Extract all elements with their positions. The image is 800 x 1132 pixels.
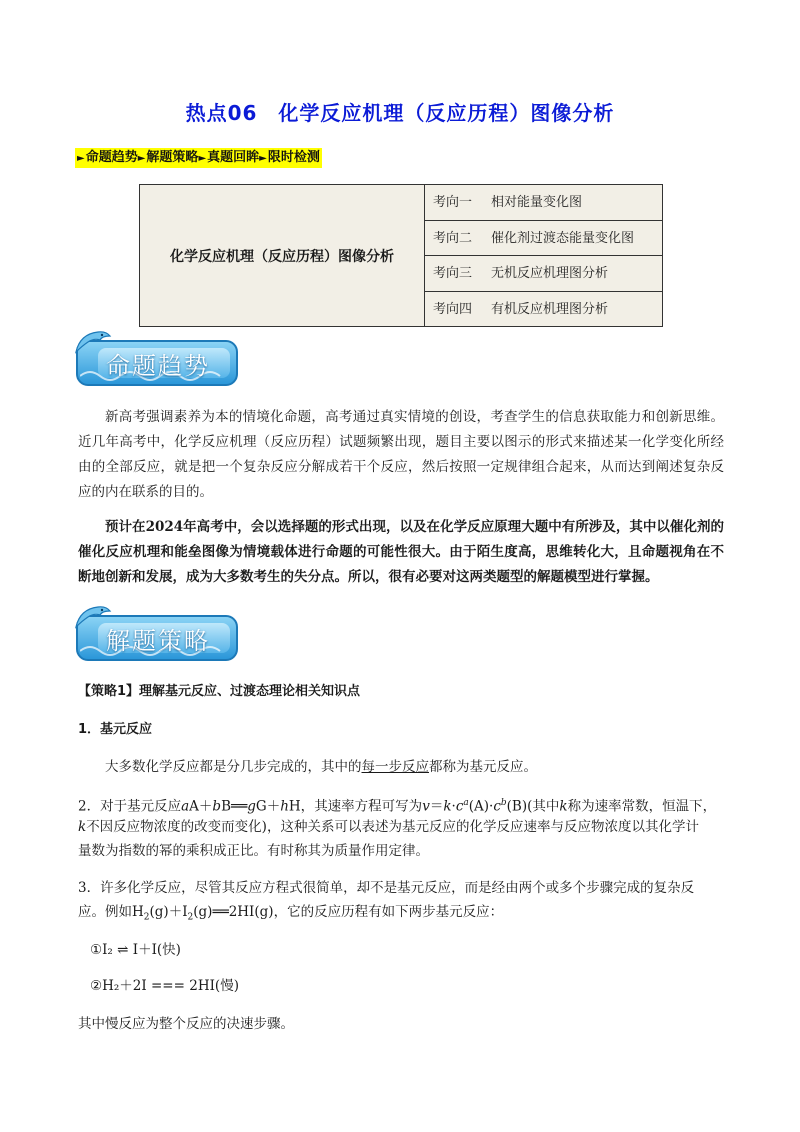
topic-tag: 考向三 xyxy=(433,266,473,281)
conclusion: 其中慢反应为整个反应的决速步骤。 xyxy=(78,1016,294,1032)
page-title: 热点06 化学反应机理（反应历程）图像分析 xyxy=(185,101,615,125)
strategy-tag: 【策略1】 xyxy=(78,684,140,699)
text: 不因反应物浓度的改变而变化)，这种关系可以表述为基元反应的化学反应速率与反应物浓度以其化学计 xyxy=(86,819,699,835)
topic-text: 无机反应机理图分析 xyxy=(491,266,609,281)
complex-reaction-line2: 应。例如$H_2(g)+I_2(g)══2HI(g)$，它的反应历程有如下两步基元反应： xyxy=(78,904,504,923)
underlined-text: 每一步反应 xyxy=(361,759,429,775)
arrow-icon: ► xyxy=(137,153,146,164)
nav-item-strategy[interactable]: 解题策略 xyxy=(146,150,199,165)
nav-item-trend[interactable]: 命题趋势 xyxy=(85,150,138,165)
arrow-icon: ► xyxy=(259,153,267,164)
topic-text: 有机反应机理图分析 xyxy=(491,301,609,317)
strategy-heading-text: 理解基元反应、过渡态理论相关知识点 xyxy=(139,684,361,699)
topic-row xyxy=(425,256,662,292)
text: 2．对于基元反应 xyxy=(78,798,182,815)
text: 大多数化学反应都是分几步完成的，其中的 xyxy=(105,759,362,775)
complex-reaction-line1: 3．许多化学反应，尽管其反应方程式很简单，却不是基元反应，而是经由两个或多个步骤完成的复杂反 xyxy=(78,880,695,896)
trend-prediction: 预计在2024年高考中，会以选择题的形式出现，以及在化学反应原理大题中有所涉及，其中以催化剂的催化反应机理和能垒图像为情境载体进行命题的可能性很大。由于陌生度高，思维转化大，且命题视角在不断地创新和发展，成为大多数考生的失分点。所以，很有必要对这两类题型的解题模型进行掌握。 xyxy=(78,519,724,585)
topic-row xyxy=(425,292,662,327)
section-title: 命题趋势 xyxy=(106,352,210,380)
topic-table xyxy=(139,184,663,327)
text: ，它的反应历程有如下两步基元反应： xyxy=(273,904,504,920)
topic-text: 相对能量变化图 xyxy=(491,195,583,210)
topic-list xyxy=(425,185,662,326)
section-nav xyxy=(75,148,322,168)
topic-row xyxy=(425,221,662,257)
trend-paragraph: 新高考强调素养为本的情境化命题，高考通过真实情境的创设，考查学生的信息获取能力和创新思维。近几年高考中，化学反应机理（反应历程）试题频繁出现，题目主要以图示的形式来描述某一化学变化所经由的全部反应，就是把一个复杂反应分解成若干个反应，然后按照一定规律组合起来，从而达到阐述复杂反应的内在联系的目的。 xyxy=(78,409,724,500)
topic-tag: 考向二 xyxy=(433,230,473,246)
paragraph-elementary xyxy=(105,756,537,778)
topic-main-title: 化学反应机理（反应历程）图像分析 xyxy=(140,185,425,326)
arrow-icon: ► xyxy=(198,153,207,164)
text: 应。例如 xyxy=(78,904,132,920)
step-slow: ②H₂＋2I === 2HI(慢) xyxy=(90,978,239,994)
section-banner-trend xyxy=(72,326,240,388)
nav-item-review[interactable]: 真题回眸 xyxy=(207,150,260,165)
topic-tag: 考向四 xyxy=(433,301,473,317)
section-title: 解题策略 xyxy=(106,627,210,655)
rate-law-line2: k不因反应物浓度的改变而变化)，这种关系可以表述为基元反应的化学反应速率与反应物浓度以其化学计 xyxy=(78,819,699,835)
step-fast: ①I₂ ⇌ I＋I(快) xyxy=(90,942,181,958)
rate-law-line3: 量数为指数的幂的乘积成正比。有时称其为质量作用定律。 xyxy=(78,843,429,859)
rate-law-line1: 2．对于基元反应aA＋bB══gG＋hH，其速率方程可写为$v=k\cdot c^a(A)\cdot c^b(B)$(其中k称为速率常数，恒温下， xyxy=(78,798,717,815)
nav-item-test[interactable]: 限时检测 xyxy=(267,150,320,165)
topic-row xyxy=(425,185,662,221)
text: 称为速率常数，恒温下， xyxy=(567,798,717,815)
section-banner-strategy xyxy=(72,601,240,663)
arrow-icon: ► xyxy=(77,153,85,164)
subheading-elementary: 1．基元反应 xyxy=(78,722,153,737)
topic-tag: 考向一 xyxy=(433,195,473,210)
strategy-heading xyxy=(78,681,360,703)
text: 其速率方程可写为 xyxy=(314,798,423,815)
text: 都称为基元反应。 xyxy=(429,759,537,775)
text: (其中 xyxy=(527,798,560,815)
topic-text: 催化剂过渡态能量变化图 xyxy=(491,230,635,246)
